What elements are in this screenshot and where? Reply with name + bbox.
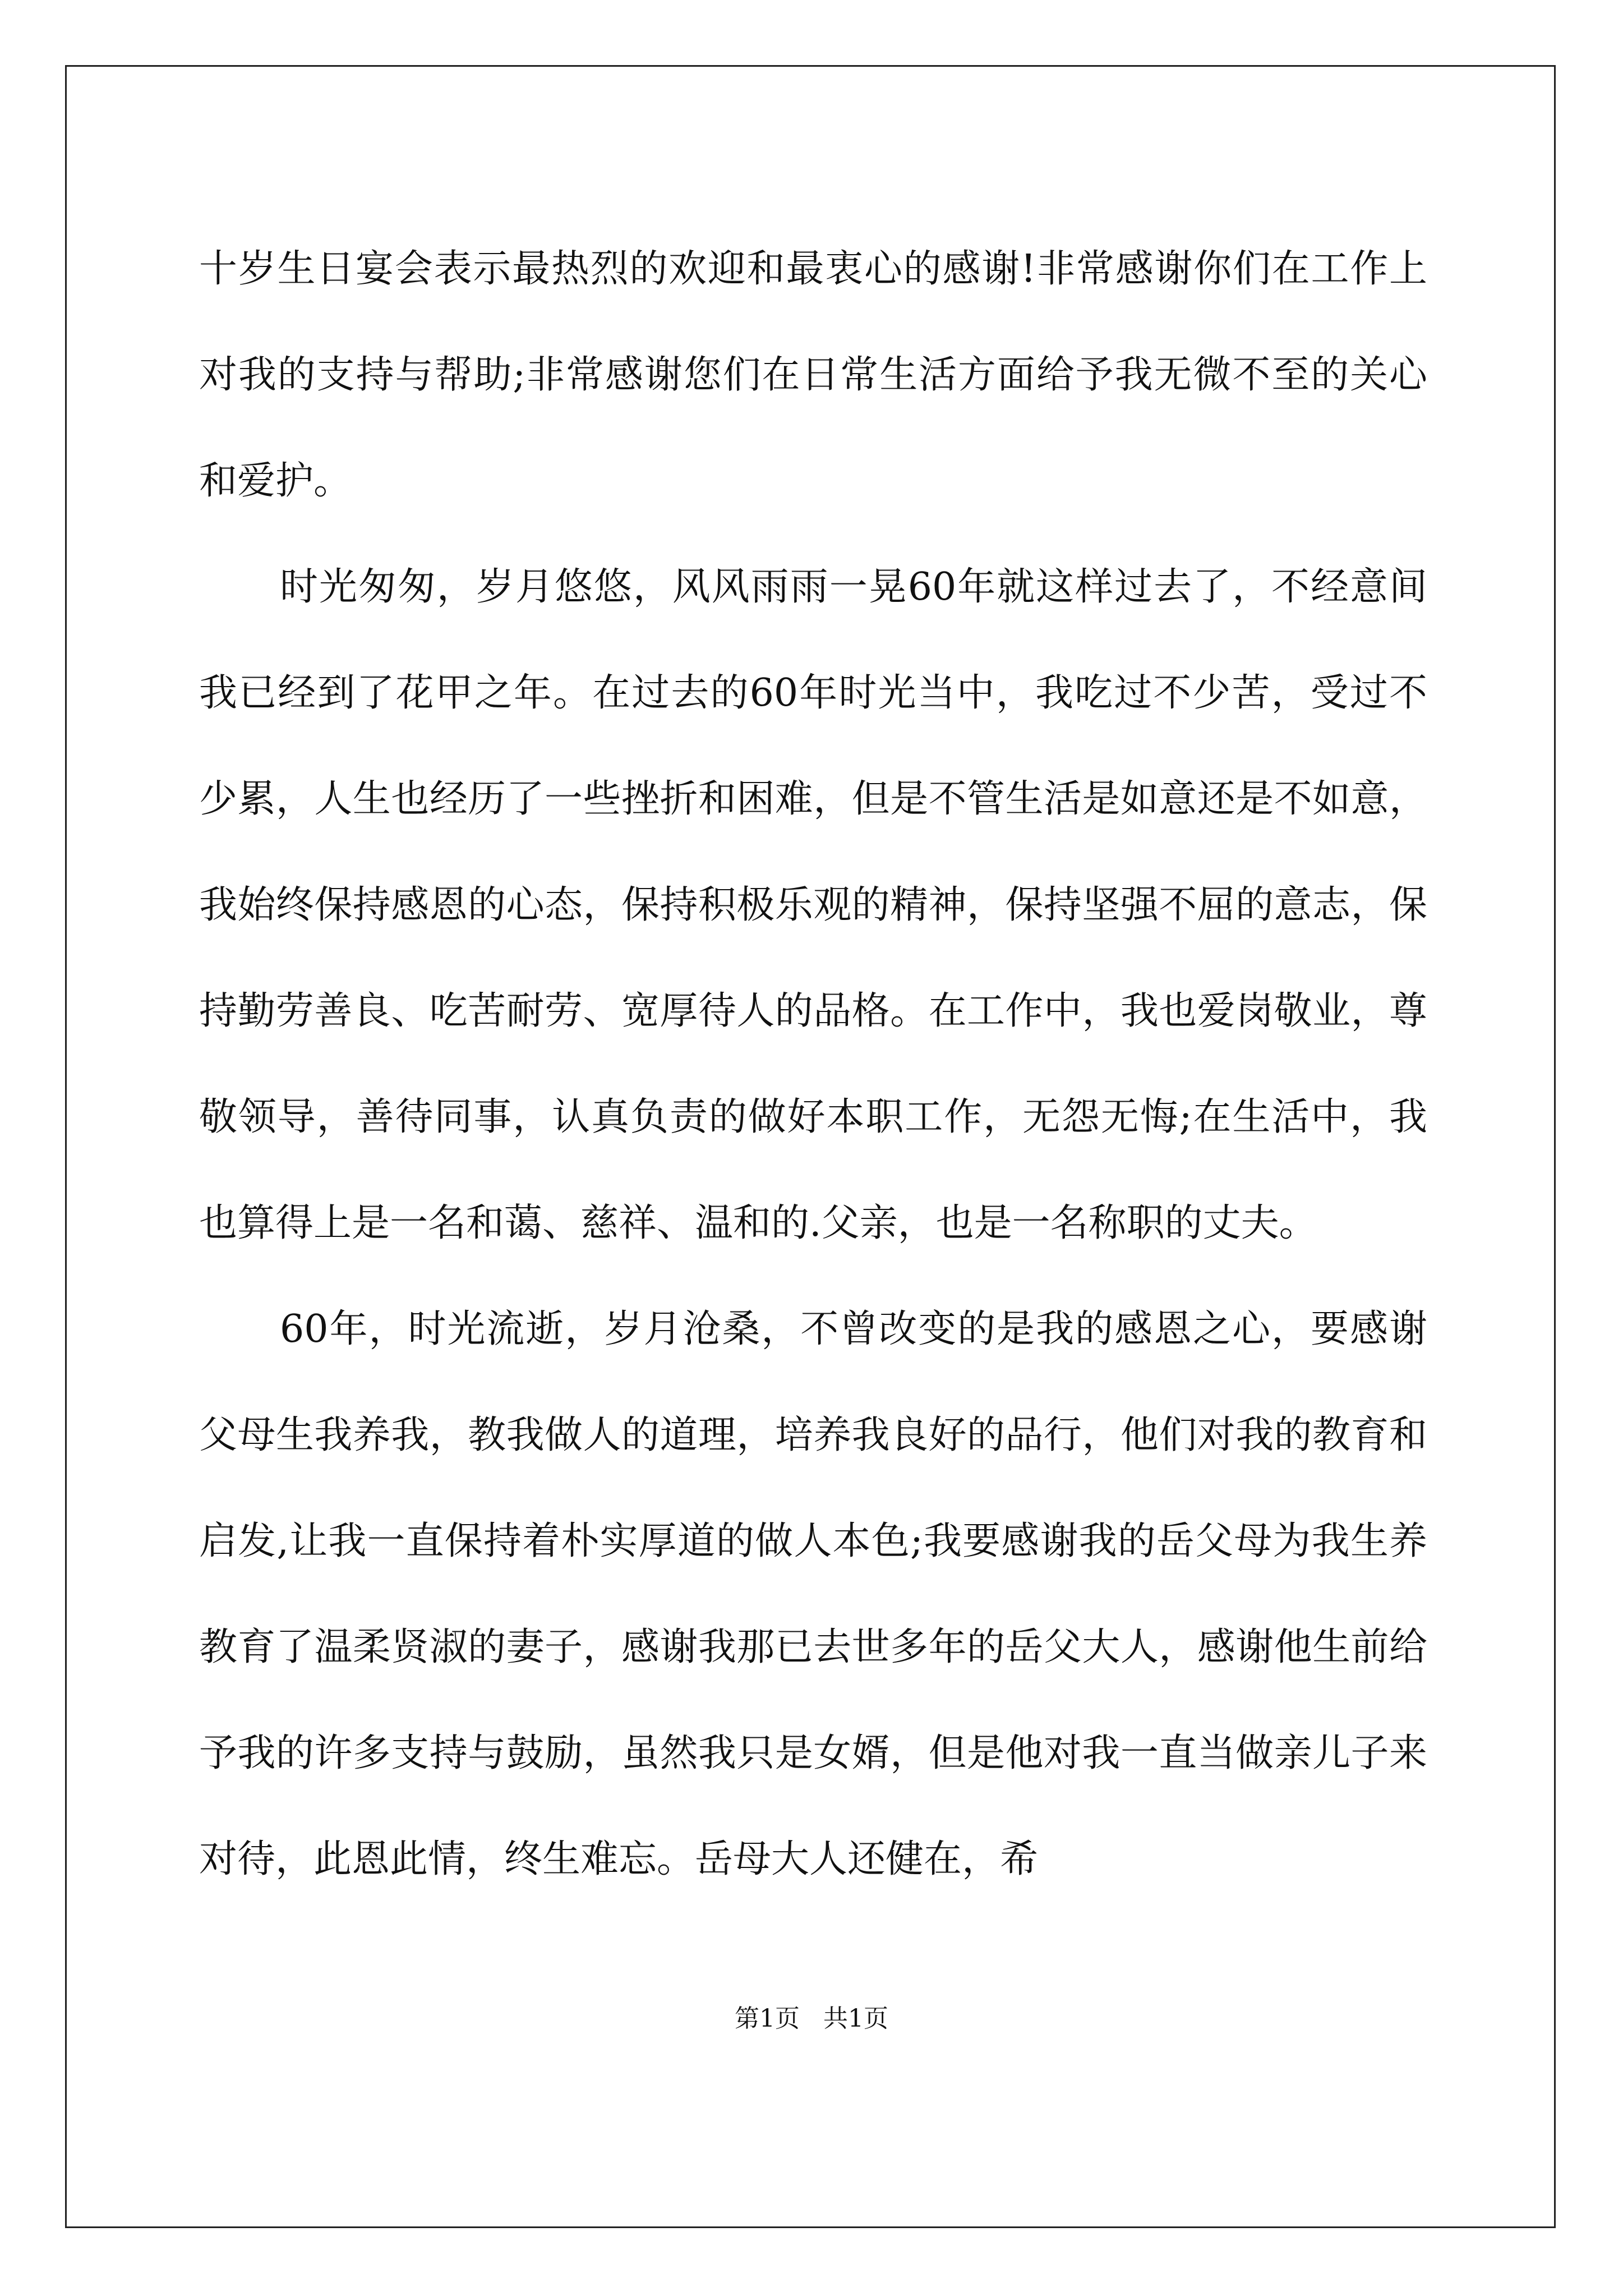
- paragraph-2: 时光匆匆，岁月悠悠，风风雨雨一晃60年就这样过去了，不经意间我已经到了花甲之年。在过去的60年时光当中，我吃过不少苦，受过不少累，人生也经历了一些挫折和困难，但是不管生活是如意还是不如意，我始终保持感恩的心态，保持积极乐观的精神，保持坚强不屈的意志，保持勤劳善良、吃苦耐劳、宽厚待人的品格。在工作中，我也爱岗敬业，尊敬领导，善待同事，认真负责的做好本职工作，无怨无悔;在生活中，我也算得上是一名和蔼、慈祥、温和的.父亲，也是一名称职的丈夫。: [199, 565, 1427, 1245]
- document-body: [199, 216, 1427, 1912]
- paragraph-1: 十岁生日宴会表示最热烈的欢迎和最衷心的感谢!非常感谢你们在工作上对我的支持与帮助;非常感谢您们在日常生活方面给予我无微不至的关心和爱护。: [199, 247, 1427, 503]
- paragraph-3: 60年，时光流逝，岁月沧桑，不曾改变的是我的感恩之心，要感谢父母生我养我，教我做人的道理，培养我良好的品行，他们对我的教育和启发,让我一直保持着朴实厚道的做人本色;我要感谢我的岳父母为我生养教育了温柔贤淑的妻子，感谢我那已去世多年的岳父大人，感谢他生前给予我的许多支持与鼓励，虽然我只是女婿，但是他对我一直当做亲儿子来对待，此恩此情，终生难忘。岳母大人还健在，希: [199, 1307, 1427, 1881]
- page-footer: 第1页 共1页: [735, 2004, 888, 2033]
